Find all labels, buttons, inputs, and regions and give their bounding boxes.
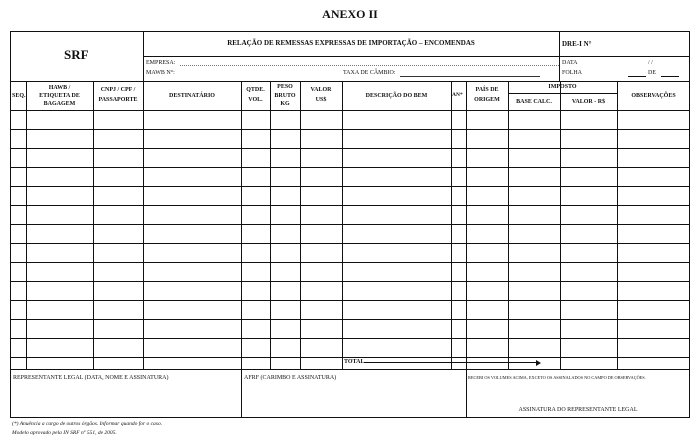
annex-title: ANEXO II	[322, 7, 378, 21]
table-row	[10, 186, 690, 187]
col-seq: SEQ.	[12, 93, 26, 99]
col-peso: PESO BRUTO KG	[274, 84, 296, 107]
representante-label: REPRESENTANTE LEGAL (DATA, NOME E ASSINATURA)	[13, 375, 169, 381]
col-valor-rs: VALOR - R$	[571, 99, 606, 105]
col-valor: VALOR US$	[310, 87, 332, 103]
note-anuencia: (*) Anuência a cargo de outros órgãos. Informar quando for o caso.	[12, 421, 163, 427]
col-an: AN*	[452, 92, 463, 98]
form-title: RELAÇÃO DE REMESSAS EXPRESSAS DE IMPORTAÇÃO – ENCOMENDAS	[227, 39, 475, 47]
cambio-field[interactable]	[400, 76, 540, 77]
dre-label: DRE-I N°	[562, 40, 592, 48]
data-slashes: / /	[648, 60, 653, 66]
table-row	[10, 357, 690, 358]
folha-label: FOLHA	[562, 70, 583, 76]
data-label: DATA	[562, 60, 578, 66]
empresa-field[interactable]	[180, 65, 559, 66]
cambio-label: TAXA DE CÂMBIO:	[343, 70, 396, 76]
col-pais: PAÍS DE ORIGEM	[474, 87, 500, 103]
col-hawb: HAWB / ETIQUETA DE BAGAGEM	[39, 85, 80, 107]
table-row	[10, 319, 690, 320]
afrf-label: AFRF (CARIMBO E ASSINATURA)	[244, 375, 337, 381]
col-observacoes: OBSERVAÇÕES	[631, 93, 676, 99]
table-row	[10, 300, 690, 301]
col-base-calc: BASE CALC.	[516, 99, 552, 105]
col-destinatario: DESTINATÁRIO	[169, 93, 215, 99]
col-cnpj: CNPJ / CPF / PASSAPORTE	[98, 87, 138, 103]
table-row	[10, 224, 690, 225]
agency-label: SRF	[64, 47, 89, 62]
table-row	[10, 243, 690, 244]
empresa-label: EMPRESA:	[146, 60, 176, 66]
col-qtde: QTDE. VOL.	[246, 87, 265, 103]
note-modelo: Modelo aprovado pela IN SRF nº 551, de 2005.	[12, 430, 117, 436]
col-descricao: DESCRIÇÃO DO BEM	[365, 93, 428, 99]
table-row	[10, 129, 690, 130]
total-label: TOTAL	[344, 359, 365, 365]
mawb-label: MAWB N°:	[146, 70, 175, 76]
recebi-label: RECEBI OS VOLUMES ACIMA, EXCETO OS ASSINALADOS NO CAMPO DE OBSERVAÇÕES.	[468, 375, 646, 380]
table-row	[10, 148, 690, 149]
table-row	[10, 338, 690, 339]
assinatura-label: ASSINATURA DO REPRESENTANTE LEGAL	[518, 407, 638, 413]
table-row	[10, 262, 690, 263]
table-row	[10, 281, 690, 282]
total-arrow	[364, 362, 536, 363]
folha-de-label: DE	[648, 70, 656, 76]
table-row	[10, 205, 690, 206]
arrow-right-icon	[536, 360, 541, 366]
col-imposto: IMPOSTO	[548, 84, 577, 90]
table-row	[10, 167, 690, 168]
